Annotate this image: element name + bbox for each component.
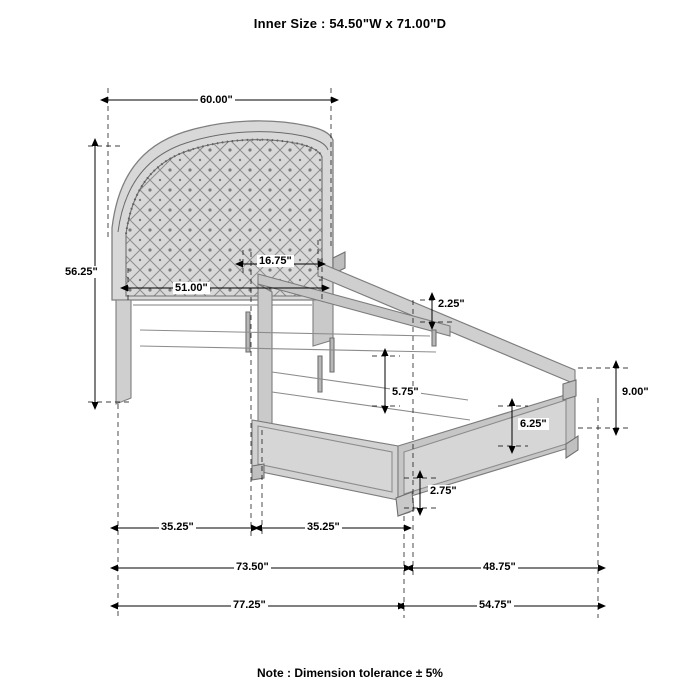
dim-label-foot-span-right: 35.25": [307, 521, 340, 533]
dim-label-depth-right: 48.75": [483, 561, 516, 573]
tolerance-note: Note : Dimension tolerance ± 5%: [257, 666, 443, 680]
dim-label-depth-upper: 73.50": [236, 561, 269, 573]
dim-label-leg-height: 2.75": [430, 485, 457, 497]
bed-illustration: [112, 121, 578, 516]
dim-label-rail-thickness: 2.25": [438, 298, 465, 310]
dim-label-slat-height: 5.75": [392, 386, 419, 398]
dim-label-headboard-gap: 16.75": [259, 255, 292, 267]
dim-label-overall-right: 54.75": [479, 599, 512, 611]
dim-label-headboard-panel: 51.00": [175, 282, 208, 294]
dim-label-overall-depth: 77.25": [233, 599, 266, 611]
dim-label-height-left: 56.25": [65, 266, 98, 278]
dim-label-deck-clearance: 9.00": [622, 386, 649, 398]
dim-label-width-top: 60.00": [200, 94, 233, 106]
page-title: Inner Size : 54.50"W x 71.00"D: [253, 16, 447, 31]
dim-label-side-rail-height: 6.25": [520, 418, 547, 430]
dim-label-foot-span-left: 35.25": [161, 521, 194, 533]
